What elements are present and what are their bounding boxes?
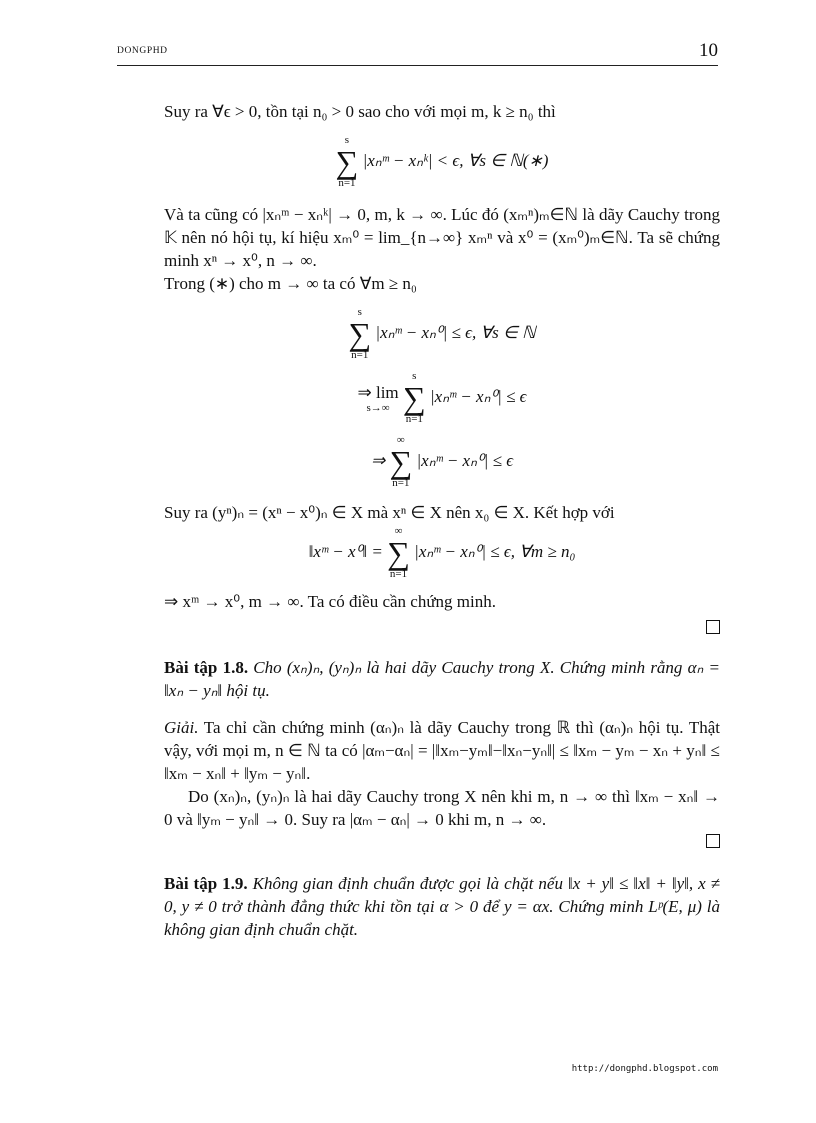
equation-3-body: |xₙᵐ − xₙ⁰| ≤ ϵ [429,386,527,406]
footer-url: http://dongphd.blogspot.com [571,1064,718,1074]
solution-1-8-para-1 [164,716,720,785]
qed-mark-1 [164,617,720,640]
sum-upper: s [412,370,417,382]
sum-lower: n=1 [338,177,356,189]
paragraph-1: Suy ra ∀ϵ > 0, tồn tại n₀ > 0 sao cho với mọi m, k ≥ n₀ thì [164,102,556,121]
exercise-1-9 [164,872,720,941]
header-divider [117,65,718,66]
equation-4-prefix: ⇒ [370,450,386,470]
limit-symbol [357,383,398,414]
exercise-1-8-title: Bài tập 1.8. [164,658,249,677]
qed-mark-2 [164,831,720,854]
sum-symbol: s ∑ n=1 [348,306,372,361]
page-number: 10 [699,40,718,61]
equation-1 [164,135,720,189]
equation-5 [164,526,720,580]
sum-upper: ∞ [394,525,403,537]
solution-label: Giải. [164,718,199,737]
sum-upper: s [344,134,350,146]
equation-3 [164,371,720,425]
qed-square-icon [706,620,720,634]
equation-2-body: |xₙᵐ − xₙ⁰| ≤ ϵ, ∀s ∈ ℕ [375,322,536,342]
equation-5-prefix: ‖xᵐ − x⁰‖ = [308,541,383,561]
paragraph-3: Trong (∗) cho m → ∞ ta có ∀m ≥ n₀ [164,274,417,293]
exercise-1-8 [164,656,720,702]
sum-upper: ∞ [396,434,405,446]
equation-2 [164,307,720,361]
equation-4-body: |xₙᵐ − xₙ⁰| ≤ ϵ [416,450,514,470]
paragraph-5: ⇒ xᵐ → x⁰, m → ∞. Ta có điều cần chứng minh. [164,592,497,611]
paragraph-2: Và ta cũng có |xₙᵐ − xₙᵏ| → 0, m, k → ∞. Lúc đó (xₘⁿ)ₘ∈ℕ là dãy Cauchy trong 𝕂 nên nó hội tụ, kí hiệu xₘ⁰ = lim_{n→∞} xₘⁿ và x⁰ = (xₘ⁰)ₘ∈ℕ. Ta sẽ chứng minh xⁿ → x⁰, n → ∞. [164,205,720,270]
sum-symbol: ∞ ∑ n=1 [387,525,410,580]
sum-lower: n=1 [392,477,410,489]
sum-upper: s [357,306,362,318]
equation-5-body: |xₙᵐ − xₙ⁰| ≤ ϵ, ∀m ≥ n₀ [414,541,576,561]
sum-symbol: s ∑ n=1 [402,370,426,425]
sum-symbol: ∞ ∑ n=1 [389,434,413,489]
sum-symbol: s ∑ n=1 [335,134,359,189]
qed-square-icon [706,834,720,848]
sum-lower: n=1 [351,349,369,361]
equation-1-body: |xₙᵐ − xₙᵏ| < ϵ, ∀s ∈ ℕ(∗) [362,150,549,170]
exercise-1-8-body: Cho (xₙ)ₙ, (yₙ)ₙ là hai dãy Cauchy trong X. Chứng minh rằng αₙ = ‖xₙ − yₙ‖ hội tụ. [164,658,721,700]
exercise-1-9-title: Bài tập 1.9. [164,874,248,893]
solution-1-8-text-1: Ta chỉ cần chứng minh (αₙ)ₙ là dãy Cauchy trong ℝ thì (αₙ)ₙ hội tụ. Thật vậy, với mọi m, n ∈ ℕ ta có |αₘ−αₙ| = |‖xₘ−yₘ‖−‖xₙ−yₙ‖| ≤ ‖xₘ − yₘ − xₙ + yₙ‖ ≤ ‖xₘ − xₙ‖ + ‖yₘ − yₙ‖. [164,718,720,783]
header-author: DONGPHD [117,46,168,56]
page-body [164,100,720,941]
limit-sub: s→∞ [366,401,390,414]
sum-lower: n=1 [389,568,408,580]
exercise-1-9-body: Không gian định chuẩn được gọi là chặt nếu ‖x + y‖ ≤ ‖x‖ + ‖y‖, x ≠ 0, y ≠ 0 trở thành đẳng thức khi tồn tại α > 0 để y = αx. Chứng minh Lᵖ(E, μ) là không gian định chuẩn chặt. [164,874,720,939]
solution-1-8-para-2: Do (xₙ)ₙ, (yₙ)ₙ là hai dãy Cauchy trong X nên khi m, n → ∞ thì ‖xₘ − xₙ‖ → 0 và ‖yₘ − yₙ‖ → 0. Suy ra |αₘ − αₙ| → 0 khi m, n → ∞. [164,787,720,829]
sum-lower: n=1 [405,413,423,425]
limit-prefix: ⇒ lim [357,382,399,402]
equation-4 [164,435,720,489]
paragraph-4: Suy ra (yⁿ)ₙ = (xⁿ − x⁰)ₙ ∈ X mà xⁿ ∈ X nên x₀ ∈ X. Kết hợp với [164,503,615,522]
